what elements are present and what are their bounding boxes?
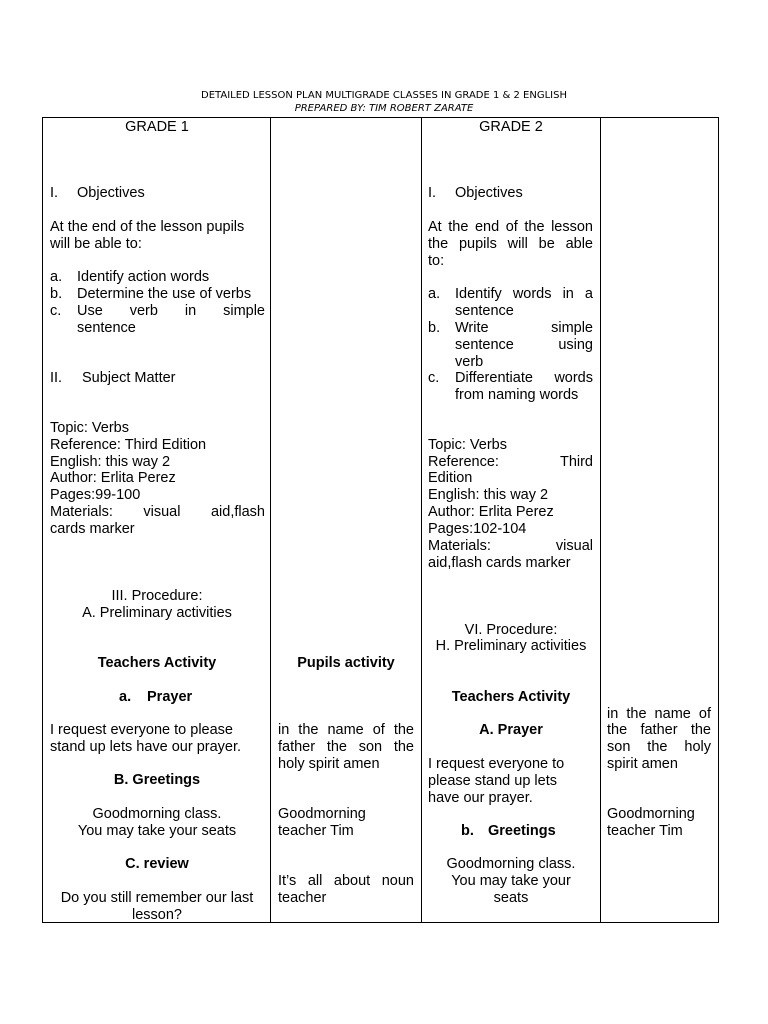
pupils1-review-response: teacher: [278, 890, 327, 906]
grade1-review-line: Do you still remember our last: [60, 890, 254, 906]
grade2-item-text: sentence using: [455, 337, 593, 353]
grade2-teachers-activity: Teachers Activity: [451, 689, 571, 705]
pupils2-greet-line: Goodmorning: [607, 806, 695, 822]
grade1-intro-line: will be able to:: [50, 235, 142, 252]
grade2-item-text: Write simple: [455, 320, 593, 336]
grade1-intro-line: At the end of the lesson pupils: [50, 219, 245, 235]
document-title: DETAILED LESSON PLAN MULTIGRADE CLASSES IN GRADE 1 & 2 ENGLISH: [201, 90, 567, 101]
pupils1-prayer-response: holy spirit amen: [278, 756, 380, 772]
grade1-prayer-text: [50, 722, 241, 756]
pupils1-greet-line: Goodmorning: [278, 806, 366, 822]
grade1-preliminary: A. Preliminary activities: [82, 605, 232, 621]
grade2-greet-line: seats: [493, 889, 529, 906]
grade2-item-marker: b.: [428, 320, 441, 336]
grade2-heading: GRADE 2: [479, 119, 543, 135]
grade1-item-text: Use verb in simple: [77, 303, 265, 319]
grade1-materials: cards marker: [50, 521, 135, 537]
grade1-prayer-marker: a.: [119, 689, 132, 705]
pupils1-review-response: It’s all about noun: [278, 873, 414, 889]
grade2-intro: At the end of the lesson: [428, 219, 593, 235]
grade1-teachers-activity: Teachers Activity: [97, 655, 217, 671]
grade1-review: C. review: [125, 856, 189, 872]
grade2-greet-line: Goodmorning class.: [446, 856, 576, 872]
pupils2-greet-response: [607, 806, 695, 840]
pupils2-prayer-response: spirit amen: [607, 756, 678, 772]
prepared-by: PREPARED BY: TIM ROBERT ZARATE: [294, 103, 474, 114]
grade1-greetings: B. Greetings: [113, 772, 201, 788]
lesson-plan-table: [42, 117, 719, 923]
grade2-item-marker: c.: [428, 370, 440, 386]
grade2-procedure: VI. Procedure:: [464, 622, 558, 638]
grade1-heading: GRADE 1: [125, 119, 189, 135]
grade1-item-marker: b.: [50, 286, 63, 302]
grade2-greet-text: [428, 856, 594, 906]
grade2-author: Author: Erlita Perez: [428, 504, 554, 520]
grade1-greet-text: [50, 806, 264, 840]
grade1-prayer-label: Prayer: [147, 689, 193, 705]
pupils1-prayer-response: in the name of the: [278, 722, 414, 738]
grade2-objectives-number: I.: [428, 185, 437, 201]
grade2-preliminary: H. Preliminary activities: [435, 638, 587, 654]
grade2-materials: Materials: visual: [428, 538, 593, 554]
column-divider: [421, 118, 422, 922]
grade1-topic: Topic: Verbs: [50, 420, 129, 436]
grade2-prayer-text: [428, 756, 564, 806]
grade1-reference: Reference: Third Edition: [50, 437, 207, 453]
grade1-objectives-number: I.: [50, 185, 59, 201]
grade1-review-line: lesson?: [132, 906, 182, 923]
grade1-pages: Pages:99-100: [50, 487, 141, 503]
grade1-subject-number: II.: [50, 370, 63, 386]
grade2-materials: aid,flash cards marker: [428, 555, 571, 571]
grade2-greetings-marker: b.: [461, 823, 474, 839]
grade2-topic: Topic: Verbs: [428, 437, 507, 453]
grade1-item-text: sentence: [77, 320, 136, 336]
grade1-materials: Materials: visual aid,flash: [50, 504, 265, 520]
grade2-item-text: from naming words: [455, 387, 579, 403]
grade2-prayer: A. Prayer: [479, 722, 543, 738]
grade1-objectives-label: Objectives: [77, 185, 145, 201]
grade1-greet-line: You may take your seats: [77, 822, 237, 839]
column-divider: [600, 118, 601, 922]
grade1-procedure: III. Procedure:: [111, 588, 203, 604]
grade2-prayer-line: I request everyone to: [428, 756, 565, 772]
grade1-english: English: this way 2: [50, 454, 171, 470]
grade1-item-marker: c.: [50, 303, 62, 319]
grade1-item-text: Determine the use of verbs: [77, 286, 252, 302]
grade1-author: Author: Erlita Perez: [50, 470, 176, 486]
pupils1-prayer-response: father the son the: [278, 739, 414, 755]
pupils2-prayer-response: the father the: [607, 722, 711, 738]
grade2-item-text: Identify words in a: [455, 286, 593, 302]
grade2-pages: Pages:102-104: [428, 521, 527, 537]
column-divider: [270, 118, 271, 922]
grade2-item-text: Differentiate words: [455, 370, 593, 386]
grade2-prayer-line: please stand up lets: [428, 772, 557, 789]
grade2-reference: Reference: Third: [428, 454, 593, 470]
grade2-reference: Edition: [428, 470, 473, 486]
grade2-greetings-label: Greetings: [488, 823, 556, 839]
grade1-review-text: [50, 890, 264, 924]
pupils1-greet-line: teacher Tim: [278, 822, 354, 839]
grade2-prayer-line: have our prayer.: [428, 789, 533, 806]
grade2-greet-line: You may take your: [451, 872, 571, 889]
pupils2-greet-line: teacher Tim: [607, 822, 683, 839]
pupils1-greet-response: [278, 806, 366, 840]
grade2-intro: to:: [428, 253, 445, 269]
grade2-english: English: this way 2: [428, 487, 549, 503]
grade2-item-text: sentence: [455, 303, 514, 319]
grade1-item-text: Identify action words: [77, 269, 210, 285]
grade1-item-marker: a.: [50, 269, 63, 285]
grade1-subject-label: Subject Matter: [82, 370, 176, 386]
grade2-intro: the pupils will be able: [428, 236, 593, 252]
pupils-activity-heading: Pupils activity: [297, 655, 395, 671]
grade1-prayer-line: stand up lets have our prayer.: [50, 738, 242, 755]
grade1-greet-line: Goodmorning class.: [92, 806, 222, 822]
grade2-item-text: verb: [455, 354, 484, 370]
grade1-intro: [50, 219, 244, 253]
grade1-prayer-line: I request everyone to please: [50, 722, 233, 738]
pupils2-prayer-response: son the holy: [607, 739, 711, 755]
grade2-item-marker: a.: [428, 286, 441, 302]
grade2-objectives-label: Objectives: [455, 185, 523, 201]
pupils2-prayer-response: in the name of: [607, 706, 711, 722]
